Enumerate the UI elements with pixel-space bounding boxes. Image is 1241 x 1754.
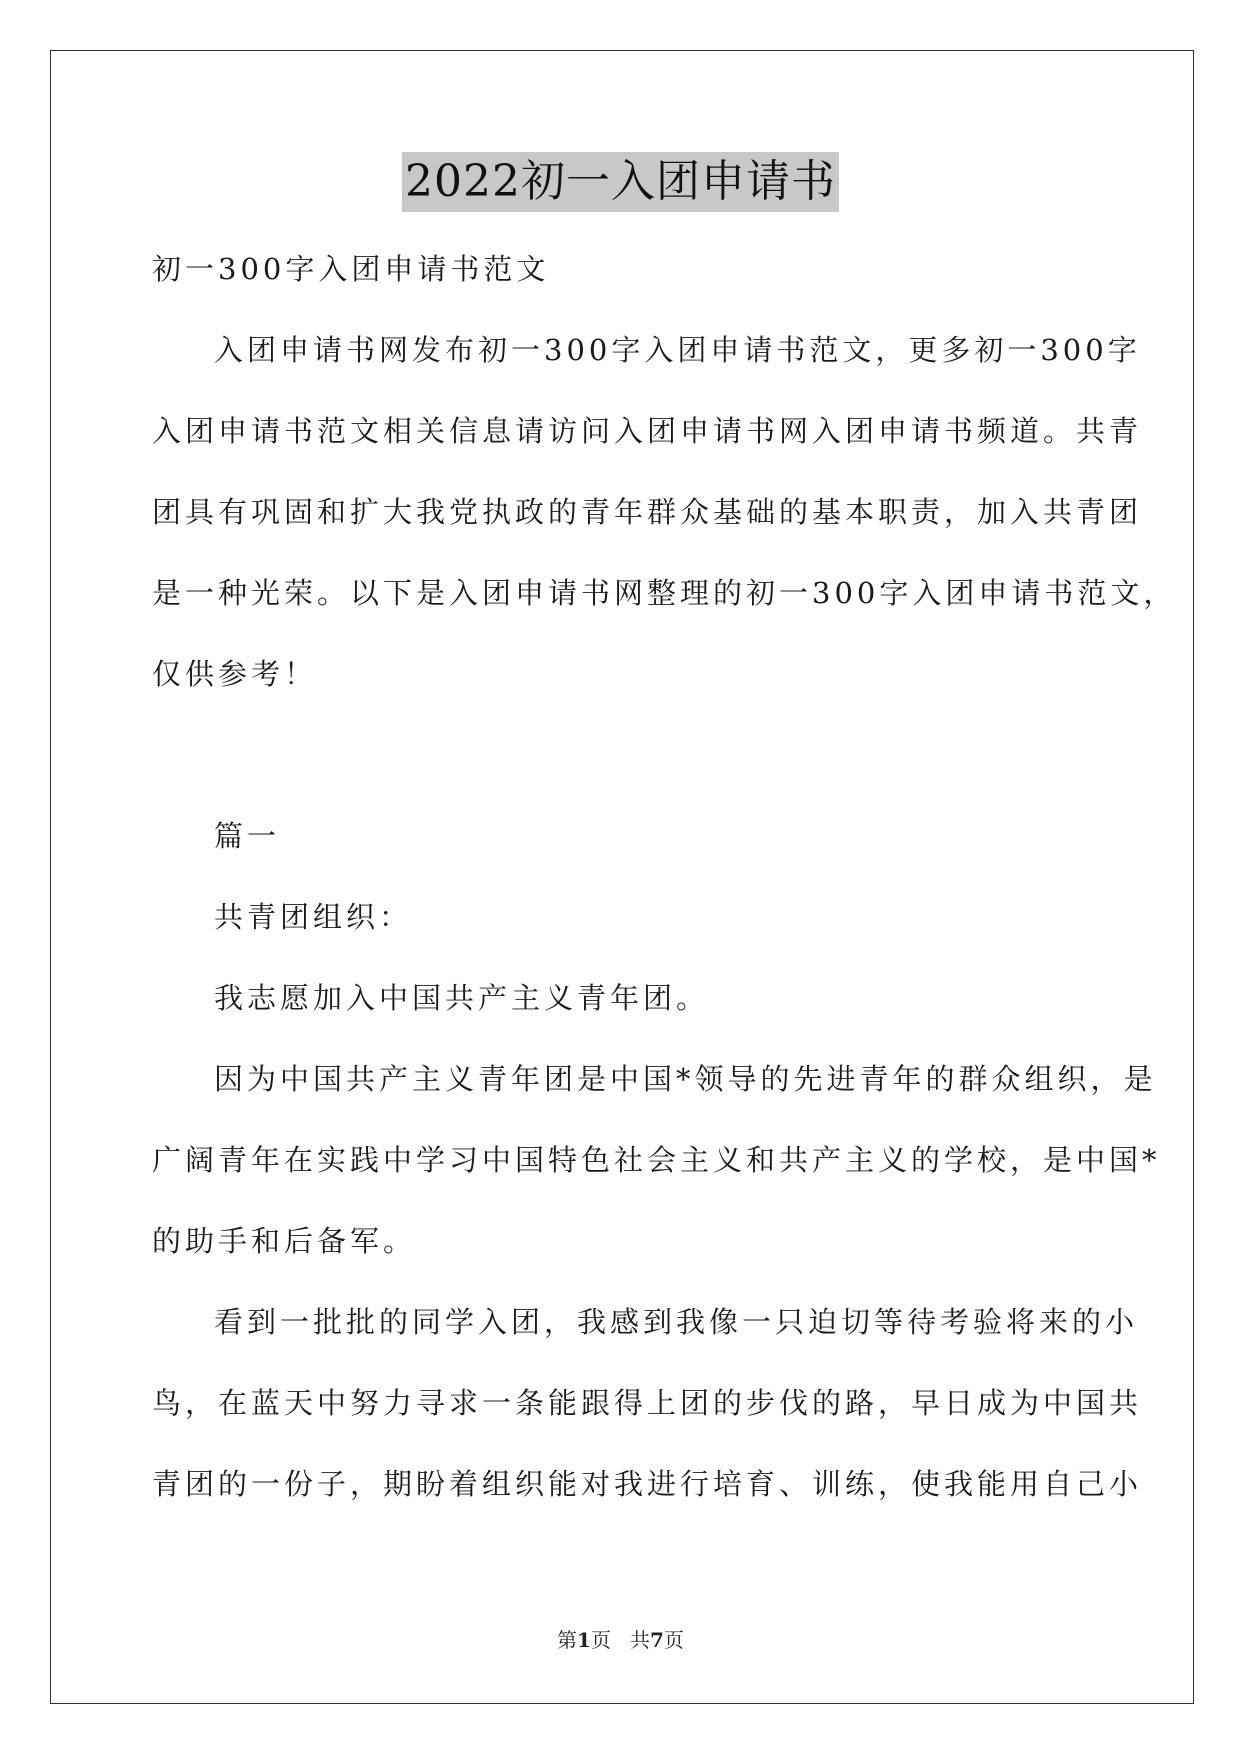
body-line: 因为中国共产主义青年团是中国*领导的先进青年的群众组织，是	[214, 1062, 1157, 1096]
footer-prefix: 第	[557, 1628, 578, 1652]
footer-total-prefix: 共	[630, 1628, 651, 1652]
page-footer	[0, 1626, 1241, 1654]
footer-total-pages: 7	[650, 1628, 664, 1652]
salutation-line: 共青团组织：	[214, 900, 413, 934]
body-line: 鸟，在蓝天中努力寻求一条能跟得上团的步伐的路，早日成为中国共	[152, 1386, 1143, 1420]
body-line: 青团的一份子，期盼着组织能对我进行培育、训练，使我能用自己小	[152, 1467, 1143, 1501]
body-line: 仅供参考！	[152, 657, 318, 691]
body-line: 团具有巩固和扩大我党执政的青年群众基础的基本职责，加入共青团	[152, 495, 1143, 529]
document-title: 2022初一入团申请书	[402, 152, 839, 212]
body-line: 是一种光荣。以下是入团申请书网整理的初一300字入团申请书范文，	[152, 576, 1177, 610]
paragraph-gap	[152, 715, 1092, 796]
body-line: 入团申请书范文相关信息请访问入团申请书网入团申请书频道。共青	[152, 414, 1143, 448]
body-line: 我志愿加入中国共产主义青年团。	[214, 981, 710, 1015]
footer-page-suffix: 页	[590, 1628, 611, 1652]
section-heading: 篇一	[214, 819, 281, 853]
subtitle-line: 初一300字入团申请书范文	[152, 252, 550, 286]
footer-total-suffix: 页	[663, 1628, 684, 1652]
body-line: 广阔青年在实践中学习中国特色社会主义和共产主义的学校，是中国*	[152, 1143, 1161, 1177]
body-line: 入团申请书网发布初一300字入团申请书范文，更多初一300字	[214, 333, 1141, 367]
title-container	[0, 152, 1241, 212]
footer-page-number: 1	[577, 1628, 591, 1652]
document-body	[152, 229, 1177, 1525]
body-line: 看到一批批的同学入团，我感到我像一只迫切等待考验将来的小	[214, 1305, 1139, 1339]
body-line: 的助手和后备军。	[152, 1224, 417, 1258]
